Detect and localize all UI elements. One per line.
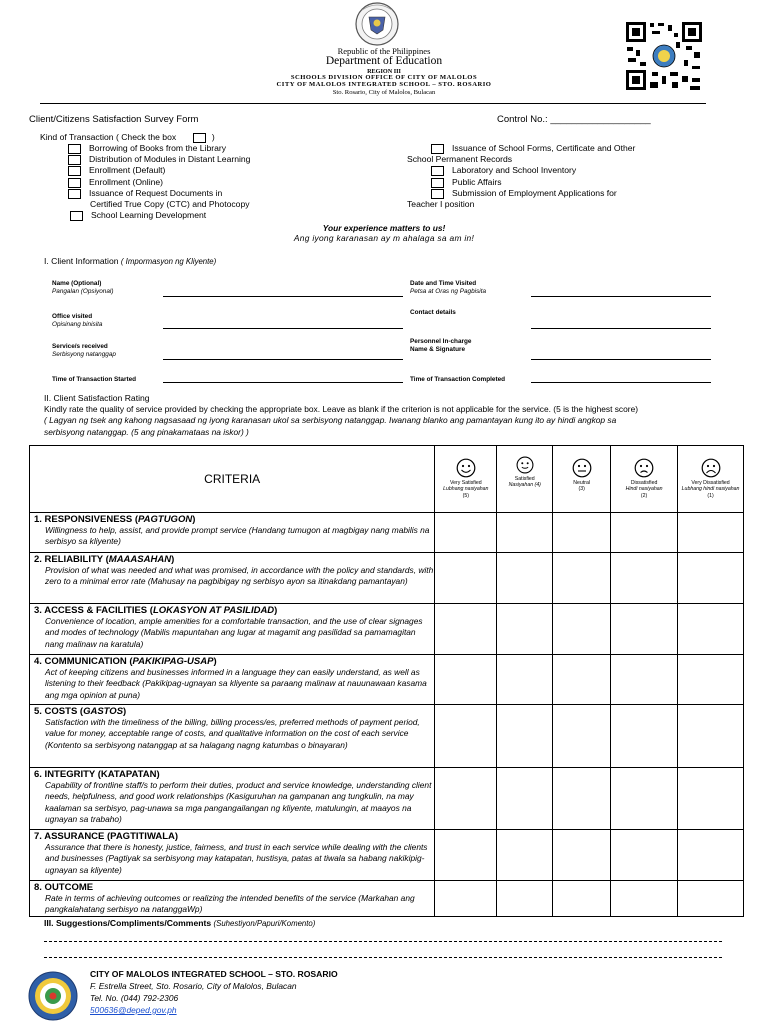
transaction-label: Public Affairs bbox=[452, 177, 502, 187]
rating-cell[interactable] bbox=[553, 881, 611, 917]
rating-cell[interactable] bbox=[611, 553, 678, 604]
rating-cell[interactable] bbox=[611, 655, 678, 705]
suggestions-line-2[interactable] bbox=[44, 957, 722, 958]
rating-cell[interactable] bbox=[678, 705, 744, 768]
name-input-line[interactable] bbox=[163, 296, 403, 297]
suggestions-title: III. Suggestions/Compliments/Comments bbox=[44, 918, 212, 928]
neutral-face-icon bbox=[571, 458, 593, 478]
office-visited-label: Office visited Opisinang binisita bbox=[52, 313, 103, 328]
transaction-label: Issuance of School Forms, Certificate and Other bbox=[452, 143, 636, 153]
checkbox[interactable] bbox=[431, 178, 444, 188]
criteria-row-responsiveness bbox=[30, 513, 744, 553]
rating-cell[interactable] bbox=[553, 830, 611, 881]
date-time-visited-input-line[interactable] bbox=[531, 296, 711, 297]
name-field-label: Name (Optional) Pangalan (Opsiyonal) bbox=[52, 280, 114, 295]
rating-cell[interactable] bbox=[435, 513, 497, 553]
transaction-label: Issuance of Request Documents in bbox=[89, 188, 223, 198]
transaction-label: Enrollment (Default) bbox=[89, 165, 166, 175]
scale-satisfied bbox=[497, 446, 553, 513]
rating-cell[interactable] bbox=[553, 705, 611, 768]
criteria-row-communication bbox=[30, 655, 744, 705]
sample-checkbox-icon bbox=[193, 133, 206, 143]
rating-cell[interactable] bbox=[553, 513, 611, 553]
transaction-public-affairs[interactable] bbox=[431, 177, 502, 188]
rating-cell[interactable] bbox=[497, 705, 553, 768]
rating-cell[interactable] bbox=[553, 553, 611, 604]
rating-cell[interactable] bbox=[678, 768, 744, 830]
checkbox[interactable] bbox=[68, 144, 81, 154]
transaction-label: School Permanent Records bbox=[407, 154, 513, 164]
transaction-label: Submission of Employment Applications for bbox=[452, 188, 617, 198]
transaction-school-forms[interactable] bbox=[431, 143, 635, 154]
experience-message: Your experience matters to us! bbox=[322, 223, 446, 233]
kind-label-text: Kind of Transaction ( Check the box bbox=[40, 132, 177, 142]
region-text: REGION III bbox=[367, 68, 401, 75]
scale-neutral bbox=[553, 446, 611, 513]
transaction-label: Teacher I position bbox=[407, 199, 475, 209]
rating-cell[interactable] bbox=[678, 553, 744, 604]
footer-street: F. Estrella Street, Sto. Rosario, City of Malolos, Bulacan bbox=[90, 981, 297, 991]
satisfied-face-icon bbox=[516, 456, 534, 474]
checkbox[interactable] bbox=[68, 166, 81, 176]
criteria-table bbox=[29, 445, 744, 917]
republic-text: Republic of the Philippines bbox=[337, 46, 431, 56]
rating-cell[interactable] bbox=[611, 768, 678, 830]
deped-seal bbox=[349, 2, 405, 46]
transaction-school-learning[interactable] bbox=[70, 210, 206, 221]
dissatisfied-face-icon bbox=[633, 458, 655, 478]
criteria-header: CRITERIA bbox=[30, 446, 435, 513]
rating-cell[interactable] bbox=[435, 768, 497, 830]
scale-very-satisfied bbox=[435, 446, 497, 513]
checkbox[interactable] bbox=[431, 144, 444, 154]
rating-cell[interactable] bbox=[435, 881, 497, 917]
rating-instruction-tl-1: ( Lagyan ng tsek ang kahong nagsasaad ng iyong karanasan ukol sa serbisyong natanggap. Iwanang blanko ang pamantayan kung ito ay hindi angkop sa bbox=[44, 415, 617, 425]
division-text: SCHOOLS DIVISION OFFICE OF CITY OF MALOLOS bbox=[290, 74, 478, 81]
rating-cell[interactable] bbox=[435, 604, 497, 655]
scale-label: Very Dissatisfied Lubhang hindi nasiyahan (1) bbox=[681, 480, 740, 499]
rating-cell[interactable] bbox=[678, 881, 744, 917]
rating-cell[interactable] bbox=[497, 768, 553, 830]
rating-heading: II. Client Satisfaction Rating bbox=[44, 393, 150, 403]
personnel-in-charge-label: Personnel In-charge Name & Signature bbox=[410, 338, 472, 353]
transaction-ctc-continuation bbox=[90, 199, 250, 210]
scale-label: Dissatisfied Hindi nasiyahan (2) bbox=[625, 480, 663, 499]
school-logo bbox=[27, 970, 79, 1022]
criteria-row-costs bbox=[30, 705, 744, 768]
transaction-employment-continuation bbox=[407, 199, 474, 210]
contact-details-label: Contact details bbox=[410, 309, 456, 316]
rating-cell[interactable] bbox=[611, 604, 678, 655]
experience-message-tl: Ang iyong karanasan ay m ahalaga sa am in! bbox=[293, 233, 475, 243]
footer-school-name: CITY OF MALOLOS INTEGRATED SCHOOL – STO. ROSARIO bbox=[90, 969, 338, 979]
checkbox[interactable] bbox=[431, 189, 444, 199]
checkbox[interactable] bbox=[68, 178, 81, 188]
rating-instruction: Kindly rate the quality of service provided by checking the appropriate box. Leave as blank if the criterion is not applicable for the service. (5 is the highest score) bbox=[44, 404, 639, 414]
contact-details-input-line[interactable] bbox=[531, 328, 711, 329]
time-started-input-line[interactable] bbox=[163, 382, 403, 383]
criteria-row-outcome bbox=[30, 881, 744, 917]
rating-cell[interactable] bbox=[497, 604, 553, 655]
criteria-row-assurance bbox=[30, 830, 744, 881]
rating-cell[interactable] bbox=[435, 655, 497, 705]
rating-cell[interactable] bbox=[678, 830, 744, 881]
rating-cell[interactable] bbox=[678, 604, 744, 655]
rating-cell[interactable] bbox=[678, 655, 744, 705]
suggestions-title-tl: (Suhestiyon/Papuri/Komento) bbox=[213, 919, 316, 928]
transaction-request-documents[interactable] bbox=[68, 188, 222, 199]
client-info-title: I. Client Information bbox=[44, 256, 119, 266]
personnel-in-charge-input-line[interactable] bbox=[531, 359, 711, 360]
client-info-heading bbox=[44, 256, 216, 266]
criteria-header-row bbox=[30, 446, 744, 513]
criteria-cell: 3. ACCESS & FACILITIES (LOKASYON AT PASILIDAD) Convenience of location, ample amenities for a comfortable transaction, and the use of clear signages and modes of technology (Mabilis mapuntahan ang lugar at magamit ang pasilidad sa pamamagitan nang malinaw na karatula) bbox=[30, 604, 435, 655]
scale-very-dissatisfied bbox=[678, 446, 744, 513]
transaction-employment[interactable] bbox=[431, 188, 617, 199]
department-text: Department of Education bbox=[325, 55, 443, 67]
time-completed-label: Time of Transaction Completed bbox=[410, 376, 506, 383]
transaction-distribution-modules[interactable] bbox=[68, 154, 250, 165]
kind-label-close: ) bbox=[211, 132, 215, 142]
rating-cell[interactable] bbox=[611, 513, 678, 553]
transaction-label: Certified True Copy (CTC) and Photocopy bbox=[90, 199, 250, 209]
services-received-label: Service/s received Serbisyong natanggap bbox=[52, 343, 116, 358]
criteria-cell: 2. RELIABILITY (MAAASAHAN) Provision of what was needed and what was promised, in accordance with the policy and standards, with zero to a minimal error rate (Mahusay na pagbibigay ng serbisyo ayon sa itinakdang pamantayan) bbox=[30, 553, 435, 604]
footer-email-link[interactable]: 500636@deped.gov.ph bbox=[90, 1005, 177, 1015]
services-received-input-line[interactable] bbox=[163, 359, 403, 360]
transaction-enrollment-default[interactable] bbox=[68, 165, 165, 176]
transaction-label: Distribution of Modules in Distant Learning bbox=[89, 154, 251, 164]
scale-label: Neutral (3) bbox=[573, 480, 591, 493]
scale-dissatisfied bbox=[611, 446, 678, 513]
criteria-row-integrity bbox=[30, 768, 744, 830]
control-number-label: Control No.: ___________________ bbox=[497, 114, 651, 125]
transaction-label: Laboratory and School Inventory bbox=[452, 165, 577, 175]
transaction-label: Enrollment (Online) bbox=[89, 177, 164, 187]
scale-label: Very Satisfied Lubhang nasiyahan (5) bbox=[443, 480, 489, 499]
transaction-school-forms-continuation bbox=[407, 154, 512, 165]
very-dissatisfied-face-icon bbox=[700, 458, 722, 478]
checkbox[interactable] bbox=[70, 211, 83, 221]
scale-label: Satisfied Nasiyahan (4) bbox=[508, 476, 541, 489]
criteria-cell: 1. RESPONSIVENESS (PAGTUGON) Willingness to help, assist, and provide prompt service (Handang tumugon at magbigay nang mabilis na serbisyo sa kliyente) bbox=[30, 513, 435, 553]
rating-cell[interactable] bbox=[611, 881, 678, 917]
rating-cell[interactable] bbox=[435, 830, 497, 881]
transaction-label: School Learning Development bbox=[91, 210, 207, 220]
rating-cell[interactable] bbox=[497, 830, 553, 881]
rating-cell[interactable] bbox=[553, 768, 611, 830]
criteria-cell: 8. OUTCOME Rate in terms of achieving outcomes or realizing the intended benefits of the service (Markahan ang pangkalahatang serbisyo na natanggaWp) bbox=[30, 881, 435, 917]
office-visited-input-line[interactable] bbox=[163, 328, 403, 329]
suggestions-line-1[interactable] bbox=[44, 941, 722, 942]
rating-cell[interactable] bbox=[678, 513, 744, 553]
rating-cell[interactable] bbox=[611, 830, 678, 881]
rating-cell[interactable] bbox=[497, 553, 553, 604]
rating-cell[interactable] bbox=[435, 705, 497, 768]
rating-cell[interactable] bbox=[553, 604, 611, 655]
header-divider bbox=[40, 103, 706, 104]
transaction-enrollment-online[interactable] bbox=[68, 177, 163, 188]
school-text: CITY OF MALOLOS INTEGRATED SCHOOL – STO. ROSARIO bbox=[276, 81, 492, 88]
rating-cell[interactable] bbox=[497, 655, 553, 705]
form-title: Client/Citizens Satisfaction Survey Form bbox=[29, 114, 199, 125]
checkbox[interactable] bbox=[68, 155, 81, 165]
address-text: Sto. Rosario, City of Malolos, Bulacan bbox=[332, 89, 436, 96]
rating-cell[interactable] bbox=[497, 881, 553, 917]
rating-cell[interactable] bbox=[497, 513, 553, 553]
transaction-label: Borrowing of Books from the Library bbox=[89, 143, 227, 153]
criteria-row-reliability bbox=[30, 553, 744, 604]
checkbox[interactable] bbox=[68, 189, 81, 199]
client-info-title-tl: ( Impormasyon ng Kliyente) bbox=[120, 257, 217, 266]
transaction-laboratory[interactable] bbox=[431, 165, 576, 176]
rating-cell[interactable] bbox=[611, 705, 678, 768]
transaction-borrowing-books[interactable] bbox=[68, 143, 226, 154]
criteria-cell: 7. ASSURANCE (PAGTITIWALA) Assurance that there is honesty, justice, fairness, and trust in each service while dealing with the clients and businesses (Pagtiyak sa serbisyong may katapatan, hustisya, patas at tiwala sa habang nakikipig- ugnayan sa kliyente) bbox=[30, 830, 435, 881]
rating-cell[interactable] bbox=[435, 553, 497, 604]
criteria-cell: 4. COMMUNICATION (PAKIKIPAG-USAP) Act of keeping citizens and businesses informed in a language they can easily understand, as well as listening to their feedback (Pakikipag-ugnayan sa kliyente sa paraang malinaw at nauunawaan kasama ang mga opinion at puna) bbox=[30, 655, 435, 705]
criteria-row-access-facilities bbox=[30, 604, 744, 655]
date-time-visited-label: Date and Time Visited Petsa at Oras ng Pagbisita bbox=[410, 280, 487, 295]
footer-telephone: Tel. No. (044) 792-2306 bbox=[90, 993, 179, 1003]
kind-of-transaction-label bbox=[40, 132, 215, 143]
rating-cell[interactable] bbox=[553, 655, 611, 705]
qr-code bbox=[624, 20, 704, 92]
suggestions-heading bbox=[44, 918, 315, 928]
time-completed-input-line[interactable] bbox=[531, 382, 711, 383]
criteria-cell: 5. COSTS (GASTOS) Satisfaction with the timeliness of the billing, billing process/es, preferred methods of payment period, value for money, acceptable range of costs, and qualitative information on the cost of each service (Kontento sa serbisyong natanggap at sa halagang nagng katumbas o binayaran) bbox=[30, 705, 435, 768]
time-started-label: Time of Transaction Started bbox=[52, 376, 137, 383]
checkbox[interactable] bbox=[431, 166, 444, 176]
very-satisfied-face-icon bbox=[456, 458, 476, 478]
criteria-cell: 6. INTEGRITY (KATAPATAN) Capability of frontline staff/s to perform their duties, product and service knowledge, understanding client needs, helpfulness, and good work relationships (Kasiguruhan na gampanan ang tungkulin, na may kaalaman sa serbisyo, pag-unawa sa mga pangangailangan ng kliyente, matulungin, at maayos na ugnayan sa trabaho) bbox=[30, 768, 435, 830]
rating-instruction-tl-2: serbisyong natanggap. (5 ang pinakamataas na iskor) ) bbox=[44, 427, 249, 437]
